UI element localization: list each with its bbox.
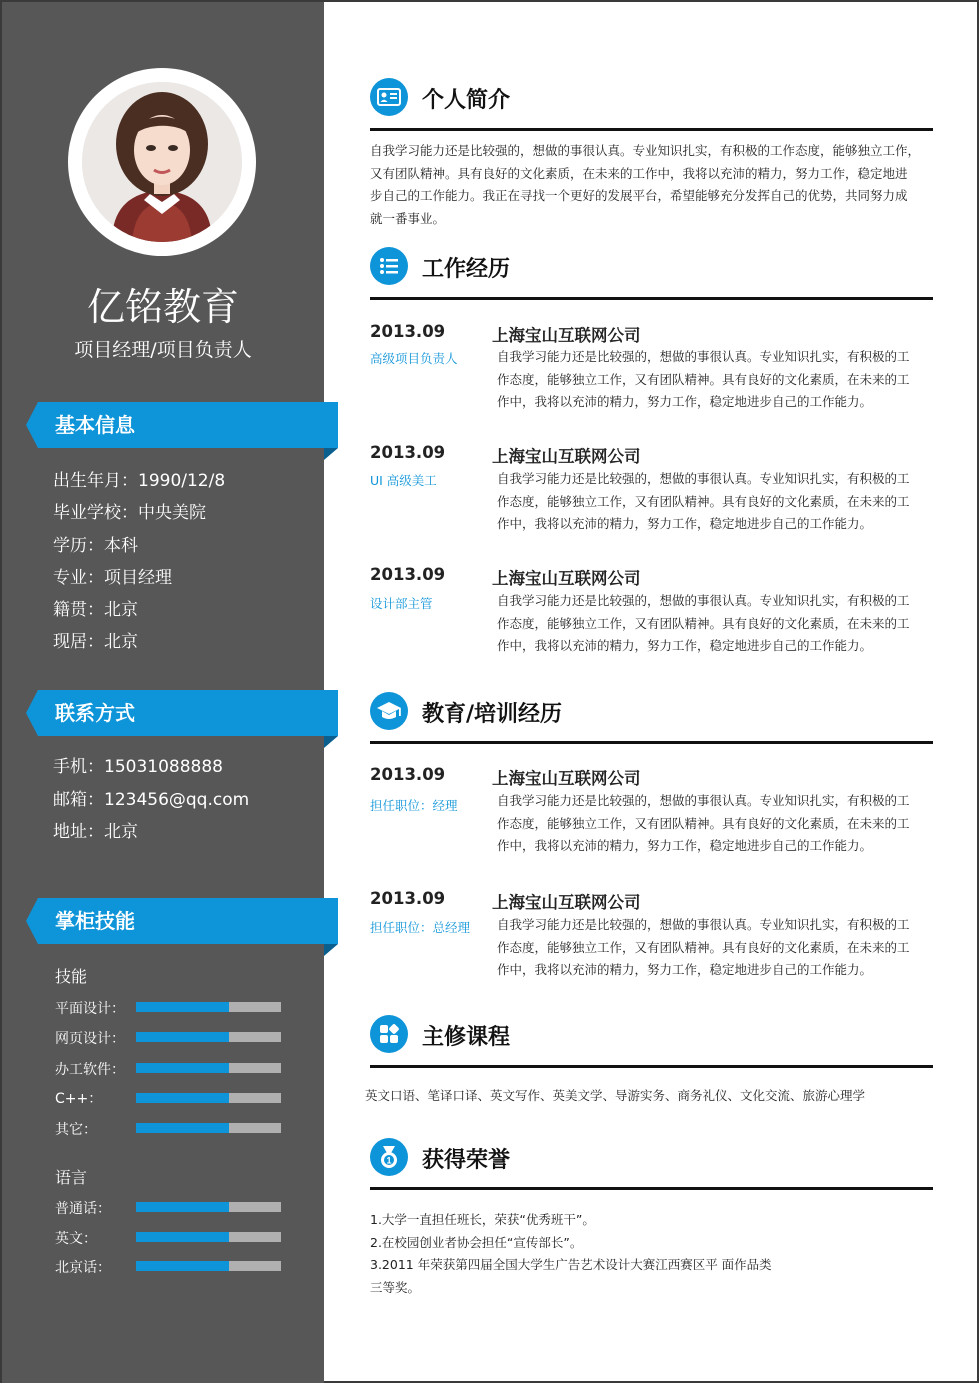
profile-name: 亿铭教育	[86, 285, 239, 329]
info-degree: 学历：本科	[53, 536, 138, 556]
summary-text: 自我学习能力还是比较强的，想做的事很认真。专业知识扎实，有积极的工作态度，能够独立工作， 又有团队精神。具有良好的文化素质，在未来的工作中，我将以充沛的精力，努力工作，稳定地进 步自己的工作能力。我正在寻找一个更好的发展平台，希望能够充分发挥自己的优势，共同努力成 就一番事业。	[370, 143, 921, 226]
contact-address: 地址：北京	[53, 822, 138, 842]
education-title: 教育/培训经历	[422, 702, 563, 727]
contact-banner	[26, 690, 338, 736]
svg-text:1: 1	[386, 1155, 392, 1166]
skill-label: 网页设计：	[55, 1031, 125, 1047]
skills-lang-heading: 语言	[55, 1168, 88, 1187]
honor-item: 3.2011 年荣获第四届全国大学生广告艺术设计大赛江西赛区平 面作品类	[370, 1257, 772, 1272]
info-residence: 现居：北京	[53, 632, 138, 652]
profile-role: 项目经理/项目负责人	[74, 339, 252, 361]
edu-description: 自我学习能力还是比较强的，想做的事很认真。专业知识扎实，有积极的工 作态度，能够独立工作，又有团队精神。具有良好的文化素质，在未来的工 作中，我将以充沛的精力，努力工作，稳定地进步自己的工作能力。	[497, 917, 910, 977]
info-school: 毕业学校：中央美院	[53, 503, 206, 523]
work-position: UI 高级美工	[370, 473, 437, 488]
work-position: 设计部主管	[370, 596, 433, 611]
avatar	[82, 82, 242, 242]
id-card-icon	[370, 78, 408, 116]
edu-company: 上海宝山互联网公司	[492, 893, 641, 912]
work-company: 上海宝山互联网公司	[492, 326, 641, 345]
work-description: 自我学习能力还是比较强的，想做的事很认真。专业知识扎实，有积极的工 作态度，能够独立工作，又有团队精神。具有良好的文化素质，在未来的工 作中，我将以充沛的精力，努力工作，稳定地进步自己的工作能力。	[497, 349, 910, 409]
courses-text: 英文口语、笔译口译、英文写作、英美文学、导游实务、商务礼仪、文化交流、旅游心理学	[365, 1088, 866, 1103]
summary-rule	[370, 128, 933, 131]
medal-icon	[370, 1138, 408, 1176]
contact-title: 联系方式	[55, 701, 135, 725]
edu-date: 2013.09	[370, 765, 446, 784]
work-position: 高级项目负责人	[370, 351, 458, 366]
summary-title: 个人简介	[422, 88, 511, 113]
contact-phone: 手机：15031088888	[53, 757, 223, 777]
info-major: 专业：项目经理	[53, 568, 172, 588]
skill-bar	[136, 1093, 281, 1103]
portrait-image	[82, 82, 242, 242]
work-rule	[370, 297, 933, 300]
lang-label: 北京话：	[55, 1260, 111, 1276]
skills-title: 掌柜技能	[55, 909, 135, 933]
honors-rule	[370, 1187, 933, 1190]
edu-company: 上海宝山互联网公司	[492, 769, 641, 788]
lang-bar	[136, 1202, 281, 1212]
grid-icon	[370, 1015, 408, 1053]
work-date: 2013.09	[370, 565, 446, 584]
sidebar	[2, 2, 324, 1383]
work-company: 上海宝山互联网公司	[492, 447, 641, 466]
courses-title: 主修课程	[422, 1025, 511, 1050]
work-date: 2013.09	[370, 322, 446, 341]
honor-item: 2.在校园创业者协会担任“宣传部长”。	[370, 1235, 583, 1250]
honors-title: 获得荣誉	[422, 1148, 511, 1173]
skills-banner	[26, 898, 338, 944]
info-birth: 出生年月：1990/12/8	[53, 471, 226, 491]
skill-label: C++：	[55, 1091, 103, 1107]
skills-tech-heading: 技能	[55, 967, 88, 986]
edu-position: 担任职位：经理	[370, 798, 458, 813]
skill-label: 平面设计：	[55, 1001, 125, 1017]
contact-email: 邮箱：123456@qq.com	[53, 790, 250, 810]
basic-info-banner	[26, 402, 338, 448]
work-description: 自我学习能力还是比较强的，想做的事很认真。专业知识扎实，有积极的工 作态度，能够独立工作，又有团队精神。具有良好的文化素质，在未来的工 作中，我将以充沛的精力，努力工作，稳定地进步自己的工作能力。	[497, 593, 910, 653]
honor-item: 三等奖。	[370, 1280, 421, 1295]
edu-position: 担任职位：总经理	[370, 920, 471, 935]
info-hometown: 籍贯：北京	[53, 600, 138, 620]
education-rule	[370, 741, 933, 744]
lang-label: 普通话：	[55, 1201, 111, 1217]
work-date: 2013.09	[370, 443, 446, 462]
work-company: 上海宝山互联网公司	[492, 569, 641, 588]
edu-date: 2013.09	[370, 889, 446, 908]
graduation-cap-icon	[370, 692, 408, 730]
skill-label: 办工软件：	[55, 1062, 125, 1078]
skill-label: 其它：	[55, 1122, 97, 1138]
basic-info-title: 基本信息	[55, 413, 135, 437]
list-icon	[370, 247, 408, 285]
work-title: 工作经历	[422, 257, 511, 282]
courses-rule	[370, 1065, 933, 1068]
lang-bar	[136, 1261, 281, 1271]
honor-item: 1.大学一直担任班长，荣获“优秀班干”。	[370, 1212, 595, 1227]
work-description: 自我学习能力还是比较强的，想做的事很认真。专业知识扎实，有积极的工 作态度，能够独立工作，又有团队精神。具有良好的文化素质，在未来的工 作中，我将以充沛的精力，努力工作，稳定地进步自己的工作能力。	[497, 471, 910, 531]
lang-label: 英文：	[55, 1231, 97, 1247]
edu-description: 自我学习能力还是比较强的，想做的事很认真。专业知识扎实，有积极的工 作态度，能够独立工作，又有团队精神。具有良好的文化素质，在未来的工 作中，我将以充沛的精力，努力工作，稳定地进步自己的工作能力。	[497, 793, 910, 853]
skill-bar	[136, 1123, 281, 1133]
skill-bar	[136, 1002, 281, 1012]
skill-bar	[136, 1032, 281, 1042]
skill-bar	[136, 1063, 281, 1073]
lang-bar	[136, 1232, 281, 1242]
